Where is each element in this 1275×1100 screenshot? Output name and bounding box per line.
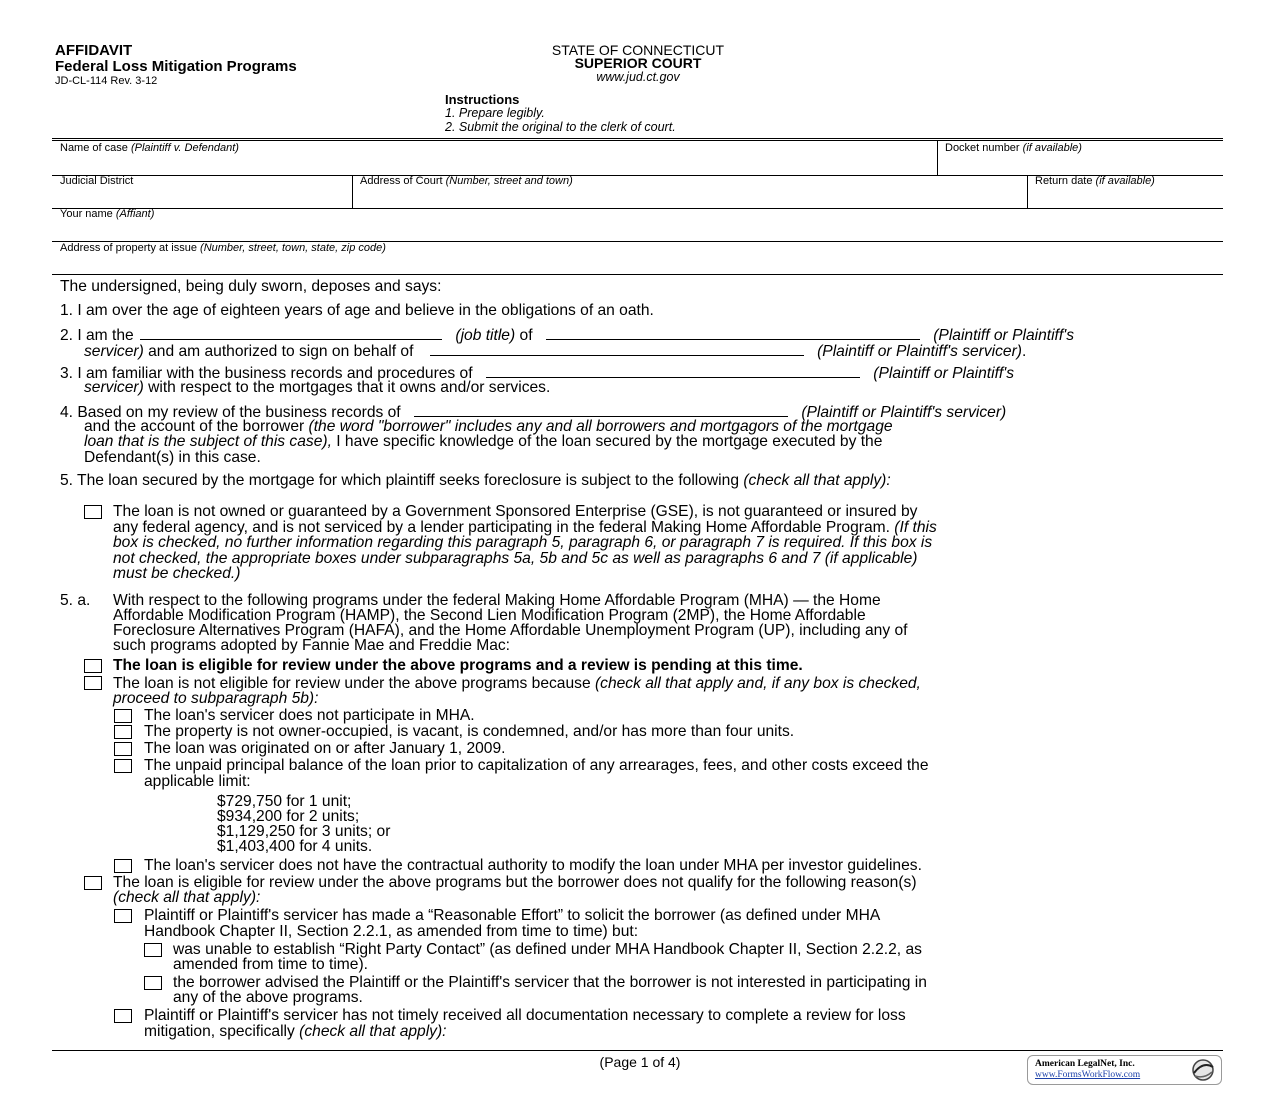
- reasonable-effort-text: Plaintiff or Plaintiff's servicer has made a “Reasonable Effort” to solicit the borrower (as defined under MHA: [144, 907, 881, 924]
- return-date-label: Return date: [1035, 175, 1093, 187]
- divider: [52, 274, 1223, 275]
- limit-item: $729,750 for 1 unit;: [217, 793, 352, 810]
- p5a-label: 5. a.: [60, 592, 91, 609]
- p4-definition: loan that is the subject of this case),: [84, 433, 332, 450]
- no-mha-checkbox[interactable]: [114, 709, 132, 723]
- job-title-blank[interactable]: [140, 326, 442, 340]
- not-owner-occupied-text: The property is not owner-occupied, is vacant, is condemned, and/or has more than four units.: [144, 723, 795, 740]
- right-party-contact-checkbox[interactable]: [144, 943, 162, 957]
- gse-line: any federal agency, and is not serviced by a lender participating in the federal Making Home Affordable Program.: [113, 519, 890, 536]
- instruction-item: 2. Submit the original to the clerk of court.: [445, 120, 676, 134]
- brand-url[interactable]: www.FormsWorkFlow.com: [1035, 1070, 1141, 1080]
- p2-text: and am authorized to sign on behalf of: [148, 343, 414, 360]
- docket-number-field[interactable]: [945, 142, 1082, 154]
- not-interested-text: the borrower advised the Plaintiff or the Plaintiff's servicer that the borrower is not interested in participating in: [173, 974, 927, 991]
- brand-name: American LegalNet, Inc.: [1035, 1059, 1135, 1069]
- p2-servicer: servicer): [84, 343, 144, 360]
- district-label: Judicial District: [60, 175, 134, 187]
- originated-2009-text: The loan was originated on or after January 1, 2009.: [144, 740, 506, 757]
- p5-hint: (check all that apply):: [743, 472, 891, 489]
- paragraph-2-cont: servicer) and am authorized to sign on behalf of (Plaintiff or Plaintiff's servicer).: [84, 343, 1027, 360]
- paragraph-4-line: [84, 434, 882, 450]
- limit-item: $1,129,250 for 3 units; or: [217, 823, 391, 840]
- missing-docs-hint: (check all that apply):: [299, 1023, 447, 1040]
- right-party-contact-text: was unable to establish “Right Party Contact” (as defined under MHA Handbook Chapter II, Section 2.2.2, as: [173, 941, 922, 958]
- form-title: AFFIDAVIT: [55, 42, 133, 59]
- review-pending-text: The loan is eligible for review under the above programs and a review is pending at this time.: [113, 657, 803, 674]
- balance-limit-text: The unpaid principal balance of the loan prior to capitalization of any arrearages, fees, and other costs exceed the: [144, 757, 929, 774]
- reasonable-effort-checkbox[interactable]: [114, 909, 132, 923]
- globe-icon: [1188, 1057, 1218, 1083]
- p5a-text: With respect to the following programs under the federal Making Home Affordable Program (MHA) — the Home: [113, 592, 881, 609]
- paragraph-1: 1. I am over the age of eighteen years of age and believe in the obligations of an oath.: [60, 302, 654, 319]
- no-qualify-checkbox[interactable]: [84, 876, 102, 890]
- judicial-district-field[interactable]: [60, 175, 133, 187]
- your-name-hint: (Affiant): [115, 208, 155, 220]
- court-address-hint: (Number, street and town): [445, 175, 573, 187]
- instructions-title: Instructions: [445, 92, 520, 107]
- gse-note: not checked, the appropriate boxes under subparagraphs 5a, 5b and 5c as well as paragraphs 6 and 7 (if applicable): [113, 550, 918, 567]
- your-name-field[interactable]: [60, 208, 154, 220]
- p5a-text: such programs adopted by Fannie Mae and Freddie Mac:: [113, 637, 510, 654]
- case-name-field[interactable]: [60, 142, 239, 154]
- return-date-hint: (if available): [1095, 175, 1155, 187]
- not-eligible-checkbox[interactable]: [84, 676, 102, 690]
- page-number: (Page 1 of 4): [599, 1054, 681, 1070]
- gse-note: must be checked.): [113, 565, 241, 582]
- divider: [1027, 175, 1028, 208]
- not-eligible-line: The loan is not eligible for review under the above programs because: [113, 675, 591, 692]
- plaintiff-blank[interactable]: [546, 326, 920, 340]
- paragraph-4-line: Defendant(s) in this case.: [84, 449, 261, 466]
- limit-item: $1,403,400 for 4 units.: [217, 838, 373, 855]
- not-eligible-hint: (check all that apply and, if any box is checked,: [594, 675, 921, 692]
- p5a-text: Foreclosure Alternatives Program (HAFA), and the Home Affordable Unemployment Program (UP), including any of: [113, 622, 908, 639]
- divider: [52, 140, 1223, 141]
- balance-limit-checkbox[interactable]: [114, 759, 132, 773]
- return-date-field[interactable]: [1035, 175, 1155, 187]
- balance-limit-text: applicable limit:: [144, 773, 251, 790]
- business-records-blank[interactable]: [486, 364, 860, 378]
- gse-note: (If this: [894, 519, 937, 536]
- no-mha-text: The loan's servicer does not participate in MHA.: [144, 707, 475, 724]
- missing-docs-checkbox[interactable]: [114, 1009, 132, 1023]
- instruction-item: 1. Prepare legibly.: [445, 106, 545, 120]
- form-subtitle: Federal Loss Mitigation Programs: [55, 58, 297, 75]
- divider: [52, 208, 1223, 209]
- court-address-field[interactable]: [360, 175, 573, 187]
- court-name: SUPERIOR COURT: [574, 55, 702, 71]
- paragraph-3-cont: [84, 380, 550, 396]
- no-authority-checkbox[interactable]: [114, 859, 132, 873]
- behalf-of-blank[interactable]: [430, 342, 804, 356]
- not-eligible-hint: proceed to subparagraph 5b):: [113, 690, 319, 707]
- p2-of: of: [519, 327, 533, 344]
- p3-text: 3. I am familiar with the business records and procedures of: [60, 365, 473, 382]
- property-address-label: Address of property at issue: [60, 242, 197, 254]
- p2-text: 2. I am the: [60, 327, 134, 344]
- missing-docs-line: mitigation, specifically: [144, 1023, 295, 1040]
- paragraph-5: [60, 473, 891, 489]
- p4-text: 4. Based on my review of the business records of: [60, 404, 401, 421]
- p5a-text: Affordable Modification Program (HAMP), the Second Lien Modification Program (2MP), the Home Affordable: [113, 607, 866, 624]
- case-name-hint: (Plaintiff v. Defendant): [130, 142, 239, 154]
- case-name-label: Name of case: [60, 142, 128, 154]
- p5-text: 5. The loan secured by the mortgage for which plaintiff seeks foreclosure is subject to the following: [60, 472, 739, 489]
- your-name-label: Your name: [60, 208, 113, 220]
- missing-docs-text: Plaintiff or Plaintiff's servicer has not timely received all documentation necessary to complete a review for loss: [144, 1007, 906, 1024]
- intro-text: The undersigned, being duly sworn, deposes and says:: [60, 278, 442, 295]
- review-records-blank[interactable]: [414, 403, 788, 417]
- divider: [352, 175, 353, 208]
- plaintiff-hint: (Plaintiff or Plaintiff's: [873, 365, 1015, 382]
- not-interested-text: any of the above programs.: [173, 989, 363, 1006]
- property-address-hint: (Number, street, town, state, zip code): [200, 242, 386, 254]
- court-website[interactable]: www.jud.ct.gov: [596, 70, 680, 84]
- review-pending-checkbox[interactable]: [84, 659, 102, 673]
- plaintiff-hint: (Plaintiff or Plaintiff's servicer): [801, 404, 1007, 421]
- state-name: STATE OF CONNECTICUT: [551, 42, 725, 58]
- paragraph-2: [60, 326, 1074, 344]
- p4-definition: (the word "borrower" includes any and all borrowers and mortgagors of the mortgage: [308, 418, 893, 435]
- not-interested-checkbox[interactable]: [144, 976, 162, 990]
- brand-badge[interactable]: [1027, 1055, 1222, 1085]
- gse-checkbox[interactable]: [84, 505, 102, 519]
- p3-text: with respect to the mortgages that it owns and/or services.: [148, 379, 551, 396]
- no-qualify-hint: (check all that apply):: [113, 889, 261, 906]
- missing-docs-text: [144, 1024, 447, 1040]
- plaintiff-hint: (Plaintiff or Plaintiff's: [933, 327, 1074, 344]
- gse-note: box is checked, no further information regarding this paragraph 5, paragraph 6, or paragraph 7 is required. If this box is: [113, 534, 933, 551]
- form-code: JD-CL-114 Rev. 3-12: [55, 75, 158, 87]
- divider: [937, 140, 938, 175]
- right-party-contact-text: amended from time to time).: [173, 956, 368, 973]
- no-qualify-text: The loan is eligible for review under the above programs but the borrower does not qualify for the following reason(s): [113, 874, 917, 891]
- docket-label: Docket number: [945, 142, 1020, 154]
- divider: [52, 138, 1223, 139]
- not-owner-occupied-checkbox[interactable]: [114, 725, 132, 739]
- property-address-field[interactable]: [60, 242, 386, 254]
- footer-divider: [52, 1050, 1223, 1051]
- limit-item: $934,200 for 2 units;: [217, 808, 360, 825]
- job-title-hint: (job title): [455, 327, 516, 344]
- reasonable-effort-text: Handbook Chapter II, Section 2.2.1, as amended from time to time) but:: [144, 923, 639, 940]
- docket-hint: (if available): [1022, 142, 1082, 154]
- court-address-label: Address of Court: [360, 175, 443, 187]
- gse-text: The loan is not owned or guaranteed by a Government Sponsored Enterprise (GSE), is not guaranteed or insured by: [113, 503, 918, 520]
- no-authority-text: The loan's servicer does not have the contractual authority to modify the loan under MHA per investor guidelines.: [144, 857, 922, 874]
- originated-2009-checkbox[interactable]: [114, 742, 132, 756]
- p4-text: and the account of the borrower: [84, 418, 305, 435]
- plaintiff-hint: (Plaintiff or Plaintiff's servicer): [817, 343, 1022, 360]
- p4-text: I have specific knowledge of the loan secured by the mortgage executed by the: [336, 433, 883, 450]
- p3-servicer: servicer): [84, 379, 144, 396]
